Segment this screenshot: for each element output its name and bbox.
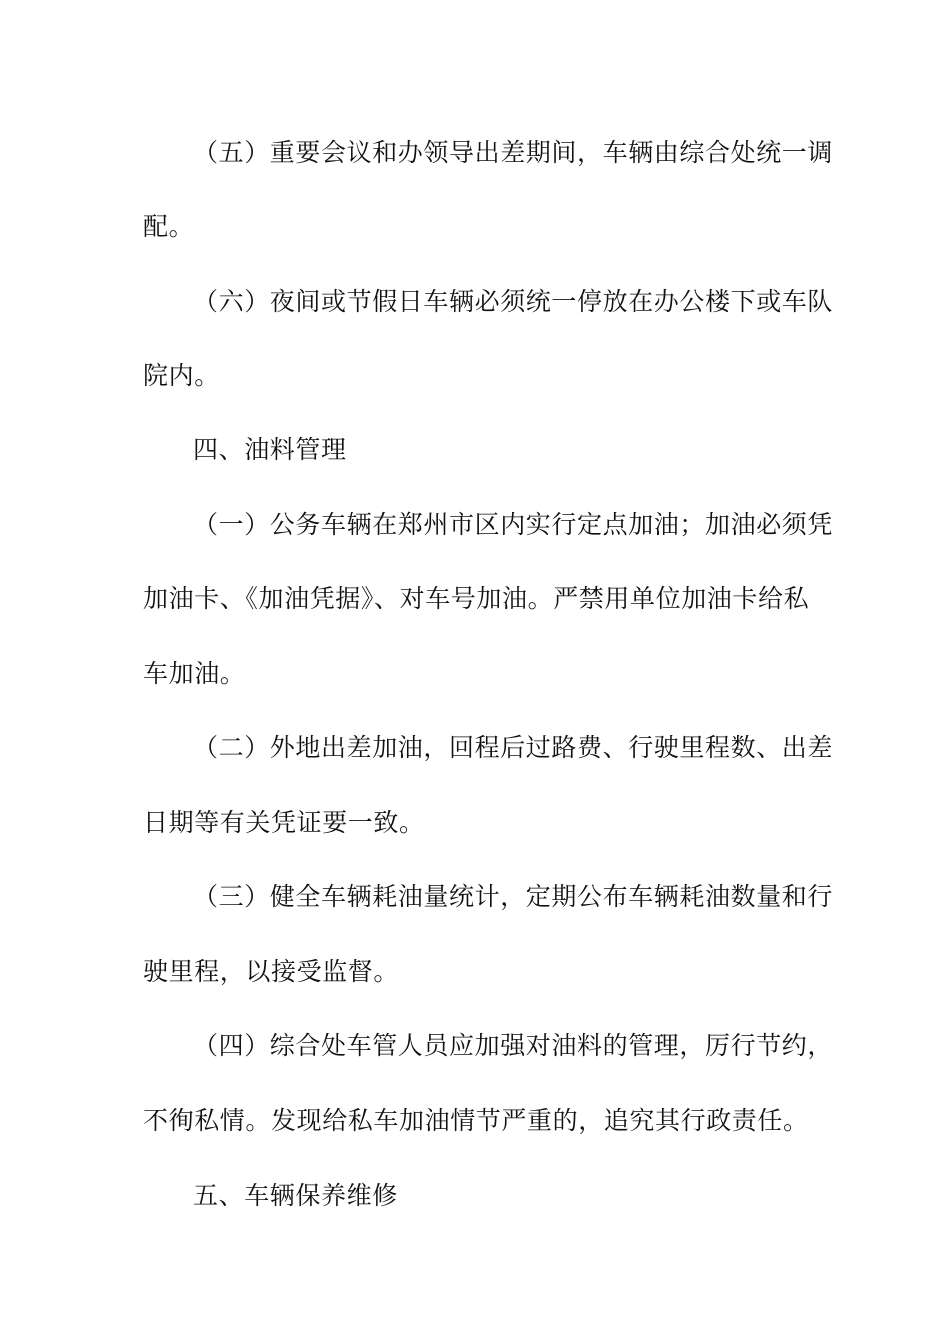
item-1-line-3: 车加油。 (143, 659, 246, 688)
paragraph-5-line-1: （五）重要会议和办领导出差期间，车辆由综合处统一调 (193, 138, 834, 167)
item-4-line-2: 不徇私情。发现给私车加油情节严重的，追究其行政责任。 (143, 1106, 809, 1135)
paragraph-6-line-1: （六）夜间或节假日车辆必须统一停放在办公楼下或车队 (193, 287, 834, 316)
item-2-line-1: （二）外地出差加油，回程后过路费、行驶里程数、出差 (193, 733, 834, 762)
paragraph-5-line-2: 配。 (143, 212, 195, 241)
item-2-line-2: 日期等有关凭证要一致。 (143, 808, 425, 837)
section-heading-vehicle-maintenance: 五、车辆保养维修 (193, 1181, 398, 1210)
paragraph-6-line-2: 院内。 (143, 361, 220, 390)
item-3-line-2: 驶里程，以接受监督。 (143, 957, 400, 986)
section-heading-fuel-management: 四、油料管理 (193, 435, 347, 464)
item-4-line-1: （四）综合处车管人员应加强对油料的管理，厉行节约， (193, 1031, 834, 1060)
item-1-line-1: （一）公务车辆在郑州市区内实行定点加油；加油必须凭 (193, 510, 834, 539)
item-3-line-1: （三）健全车辆耗油量统计，定期公布车辆耗油数量和行 (193, 882, 834, 911)
item-1-line-2: 加油卡、《加油凭据》、对车号加油。严禁用单位加油卡给私 (143, 584, 810, 613)
